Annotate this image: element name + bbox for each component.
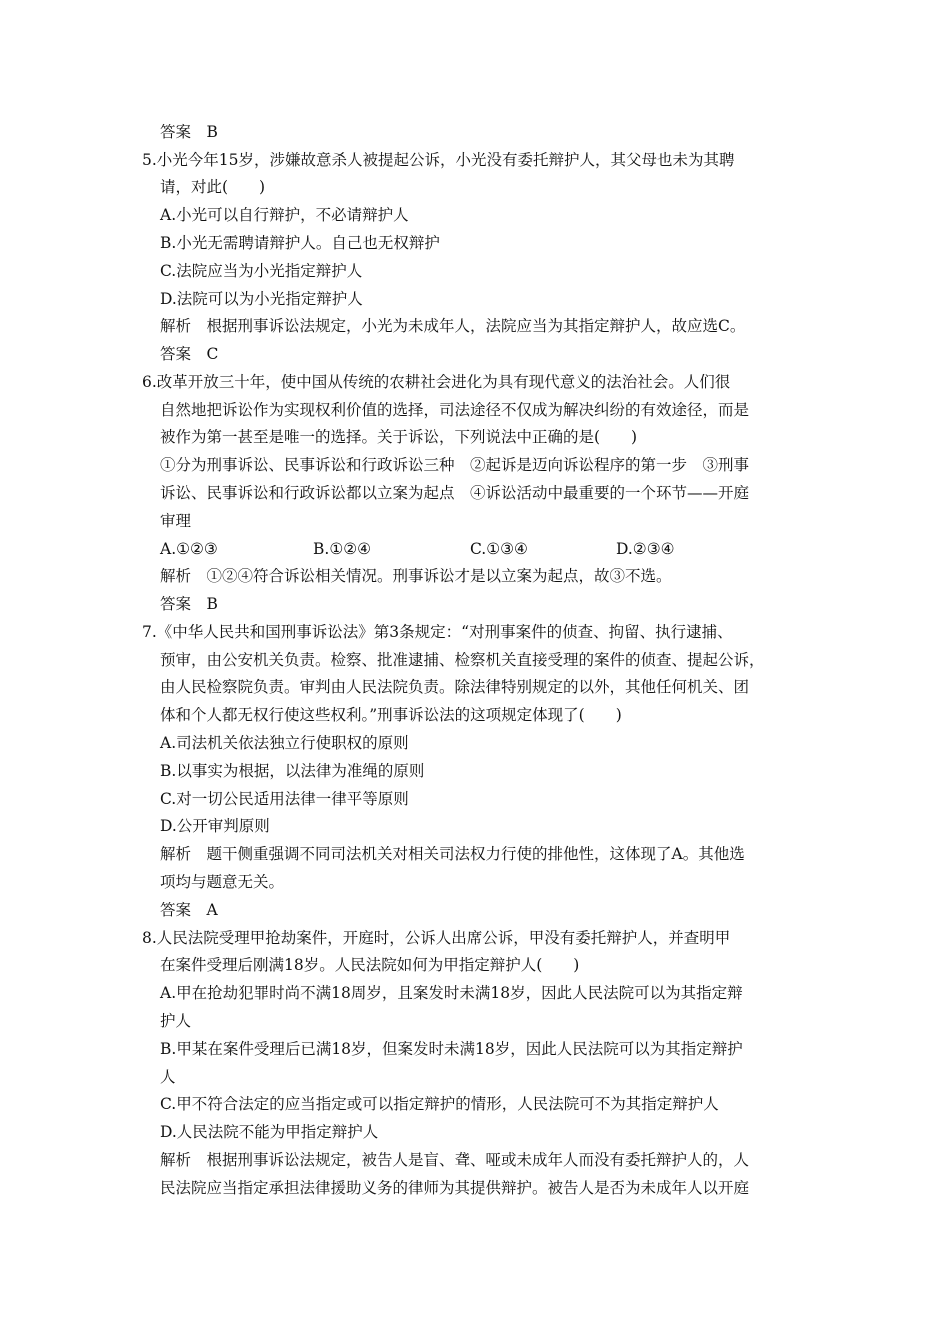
q7-option-b: B.以事实为根据，以法律为准绳的原则 [160, 762, 425, 780]
q6-option-b: B.①②④ [313, 540, 372, 558]
q7-option-a: A.司法机关依法独立行使职权的原则 [160, 734, 409, 752]
q5-answer: 答案 C [160, 345, 219, 363]
q8-stem-line-1: 8.人民法院受理甲抢劫案件，开庭时，公诉人出席公诉，甲没有委托辩护人，并查明甲 [142, 929, 731, 947]
q5-option-d: D.法院可以为小光指定辩护人 [160, 290, 363, 308]
q6-stem-line-1: 6.改革开放三十年，使中国从传统的农耕社会进化为具有现代意义的法治社会。人们很 [142, 373, 731, 391]
q6-statements-line-2: 诉讼、民事诉讼和行政诉讼都以立案为起点 ④诉讼活动中最重要的一个环节——开庭 [160, 484, 750, 502]
q7-stem-line-1: 7.《中华人民共和国刑事诉讼法》第3条规定：“对刑事案件的侦查、拘留、执行逮捕、 [142, 623, 733, 641]
q5-option-c: C.法院应当为小光指定辩护人 [160, 262, 363, 280]
q5-option-b: B.小光无需聘请辩护人。自己也无权辩护 [160, 234, 440, 252]
q6-analysis: 解析 ①②④符合诉讼相关情况。刑事诉讼才是以立案为起点，故③不选。 [160, 567, 672, 585]
q8-analysis-line-2: 民法院应当指定承担法律援助义务的律师为其提供辩护。被告人是否为未成年人以开庭 [160, 1179, 750, 1197]
q6-option-c: C.①③④ [470, 540, 528, 558]
q7-analysis-line-2: 项均与题意无关。 [160, 873, 285, 891]
q6-stem-line-3: 被作为第一甚至是唯一的选择。关于诉讼，下列说法中正确的是( ) [160, 428, 638, 446]
q8-stem-line-2: 在案件受理后刚满18岁。人民法院如何为甲指定辩护人( ) [160, 956, 580, 974]
q6-option-d: D.②③④ [616, 540, 675, 558]
q5-stem-line-1: 5.小光今年15岁，涉嫌故意杀人被提起公诉，小光没有委托辩护人，其父母也未为其聘 [142, 151, 735, 169]
q4-answer: 答案 B [160, 123, 218, 141]
q6-stem-line-2: 自然地把诉讼作为实现权利价值的选择，司法途径不仅成为解决纠纷的有效途径，而是 [160, 401, 750, 419]
q5-option-a: A.小光可以自行辩护，不必请辩护人 [160, 206, 409, 224]
q8-option-a-line-1: A.甲在抢劫犯罪时尚不满18周岁，且案发时未满18岁，因此人民法院可以为其指定辩 [160, 984, 743, 1002]
q8-analysis-line-1: 解析 根据刑事诉讼法规定，被告人是盲、聋、哑或未成年人而没有委托辩护人的，人 [160, 1151, 750, 1169]
q5-analysis: 解析 根据刑事诉讼法规定，小光为未成年人，法院应当为其指定辩护人，故应选C。 [160, 317, 746, 335]
q8-option-d: D.人民法院不能为甲指定辩护人 [160, 1123, 379, 1141]
q8-option-b-line-1: B.甲某在案件受理后已满18岁，但案发时未满18岁，因此人民法院可以为其指定辩护 [160, 1040, 743, 1058]
q7-option-c: C.对一切公民适用法律一律平等原则 [160, 790, 409, 808]
q6-statements-line-1: ①分为刑事诉讼、民事诉讼和行政诉讼三种 ②起诉是迈向诉讼程序的第一步 ③刑事 [160, 456, 750, 474]
q7-stem-line-3: 由人民检察院负责。审判由人民法院负责。除法律特别规定的以外，其他任何机关、团 [160, 678, 750, 696]
q7-option-d: D.公开审判原则 [160, 817, 270, 835]
q6-answer: 答案 B [160, 595, 218, 613]
q7-stem-line-2: 预审，由公安机关负责。检察、批准逮捕、检察机关直接受理的案件的侦查、提起公诉， [160, 651, 765, 669]
q7-answer: 答案 A [160, 901, 218, 919]
q7-stem-line-4: 体和个人都无权行使这些权利。”刑事诉讼法的这项规定体现了( ) [160, 706, 622, 724]
q8-option-b-line-2: 人 [160, 1068, 176, 1086]
q8-option-c: C.甲不符合法定的应当指定或可以指定辩护的情形，人民法院可不为其指定辩护人 [160, 1095, 719, 1113]
q6-statements-line-3: 审理 [160, 512, 192, 530]
q8-option-a-line-2: 护人 [160, 1012, 192, 1030]
q6-option-a: A.①②③ [160, 540, 218, 558]
q7-analysis-line-1: 解析 题干侧重强调不同司法机关对相关司法权力行使的排他性，这体现了A。其他选 [160, 845, 745, 863]
q5-stem-line-2: 请，对此( ) [160, 178, 266, 196]
